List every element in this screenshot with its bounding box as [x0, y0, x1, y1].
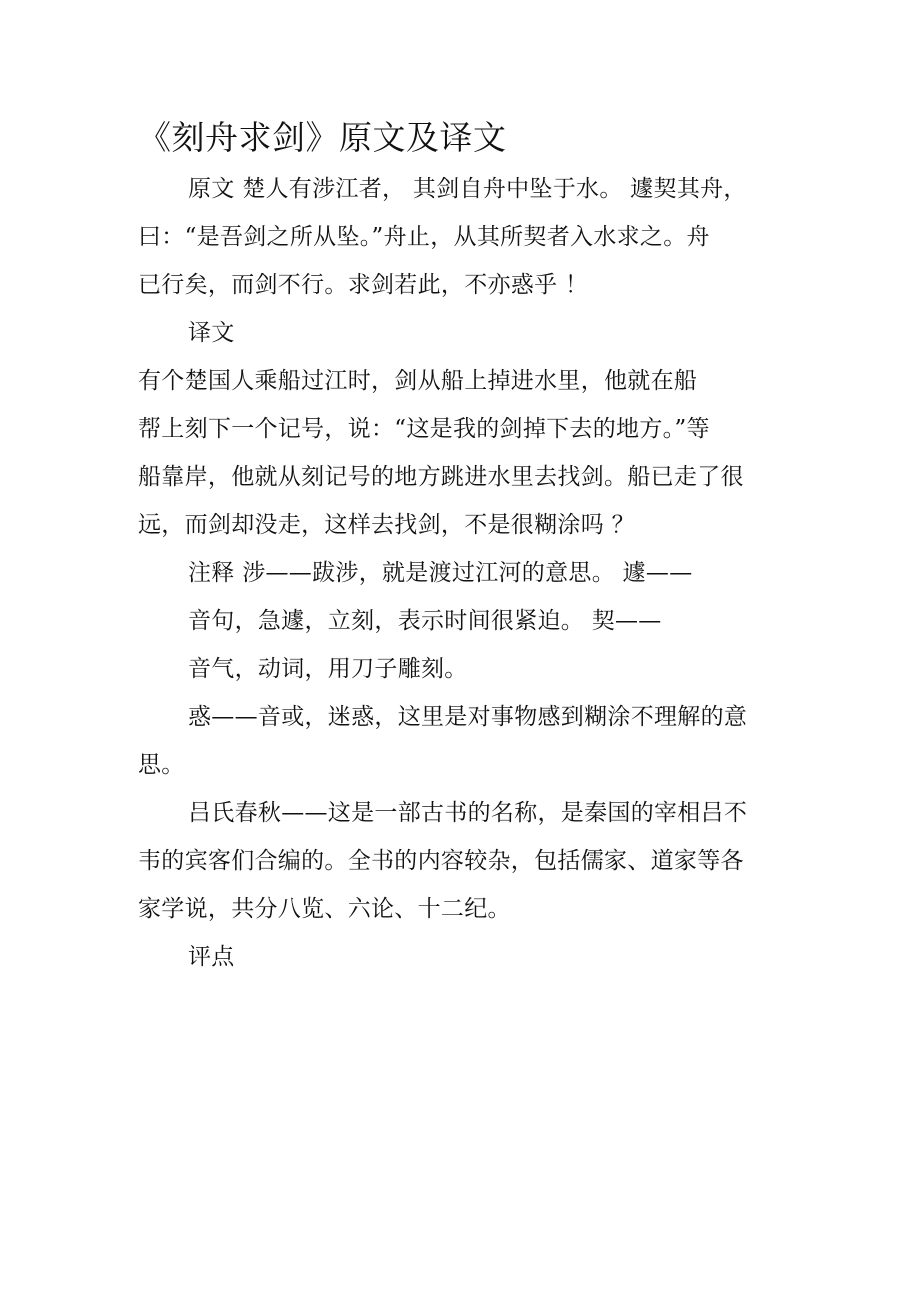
text-line: 已行矣，而剑不行。求剑若此，不亦惑乎 ！ [138, 272, 589, 298]
text-line: 音句，急遽，立刻，表示时间很紧迫。 契—— [188, 608, 662, 634]
text-line: 注释 涉——跋涉，就是渡过江河的意思。 遽—— [188, 560, 693, 586]
text-line: 远，而剑却没走，这样去找剑，不是很糊涂吗 ？ [138, 512, 635, 538]
text-line: 音气，动词，用刀子雕刻。 [188, 656, 468, 682]
document-title: 《刻舟求剑》原文及译文 [138, 118, 507, 157]
text-line: 家学说，共分八览、六论、十二纪。 [138, 896, 511, 922]
section-heading: 译文 [188, 320, 235, 346]
section-heading: 评点 [188, 944, 235, 970]
text-line: 思。 [138, 752, 185, 778]
text-line: 有个楚国人乘船过江时，剑从船上掉进水里，他就在船 [138, 368, 698, 394]
text-line: 惑——音或，迷惑，这里是对事物感到糊涂不理解的意 [188, 704, 748, 730]
text-line: 曰：“是吾剑之所从坠。”舟止，从其所契者入水求之。舟 [138, 224, 710, 250]
text-line: 韦的宾客们合编的。全书的内容较杂，包括儒家、道家等各 [138, 848, 744, 874]
text-line: 原文 楚人有涉江者， 其剑自舟中坠于水。 遽契其舟， [188, 176, 747, 202]
text-line: 吕氏春秋——这是一部古书的名称，是秦国的宰相吕不 [188, 800, 748, 826]
text-line: 船靠岸，他就从刻记号的地方跳进水里去找剑。船已走了很 [138, 464, 744, 490]
text-line: 帮上刻下一个记号，说：“这是我的剑掉下去的地方。”等 [138, 416, 710, 442]
